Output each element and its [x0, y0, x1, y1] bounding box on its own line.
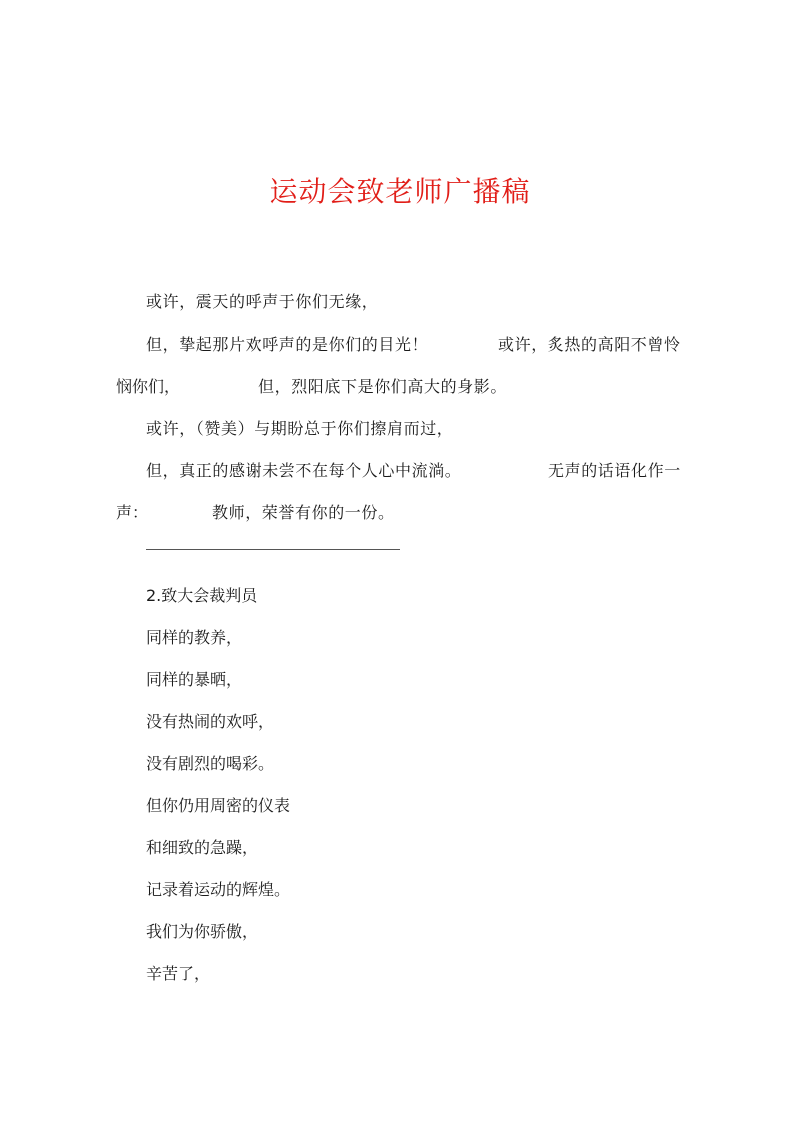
- paragraph-line: 悯你们，: [116, 377, 181, 396]
- document-title: 运动会致老师广播稿: [269, 175, 531, 208]
- poem-line: 没有剧烈的喝彩。: [146, 754, 275, 773]
- section-divider: [146, 549, 400, 550]
- poem-line: 辛苦了，: [146, 964, 211, 983]
- poem-line: 记录着运动的辉煌。: [146, 880, 291, 899]
- paragraph-line: 但，烈阳底下是你们高大的身影。: [258, 377, 508, 396]
- poem-line: 但你仍用周密的仪表: [146, 796, 291, 815]
- poem-line: 没有热闹的欢呼，: [146, 712, 275, 731]
- paragraph-line: 教师，荣誉有你的一份。: [212, 503, 395, 522]
- paragraph-line: 或许，炙热的高阳不曾怜: [498, 335, 681, 354]
- poem-line: 同样的教养，: [146, 628, 243, 647]
- paragraph-line: 无声的话语化作一: [548, 461, 681, 480]
- paragraph-line: 但，真正的感谢未尝不在每个人心中流淌。: [146, 461, 462, 480]
- poem-line: 2.致大会裁判员: [146, 586, 258, 605]
- paragraph-line: 或许，震天的呼声于你们无缘，: [146, 292, 379, 311]
- paragraph-line: 声：: [116, 503, 149, 522]
- poem-line: 我们为你骄傲，: [146, 922, 259, 941]
- paragraph-line: 或许，（赞美）与期盼总于你们擦肩而过，: [146, 419, 454, 438]
- poem-line: 同样的暴晒，: [146, 670, 243, 689]
- poem-line: 和细致的急躁，: [146, 838, 259, 857]
- paragraph-line: 但，挚起那片欢呼声的是你们的目光！: [146, 335, 429, 354]
